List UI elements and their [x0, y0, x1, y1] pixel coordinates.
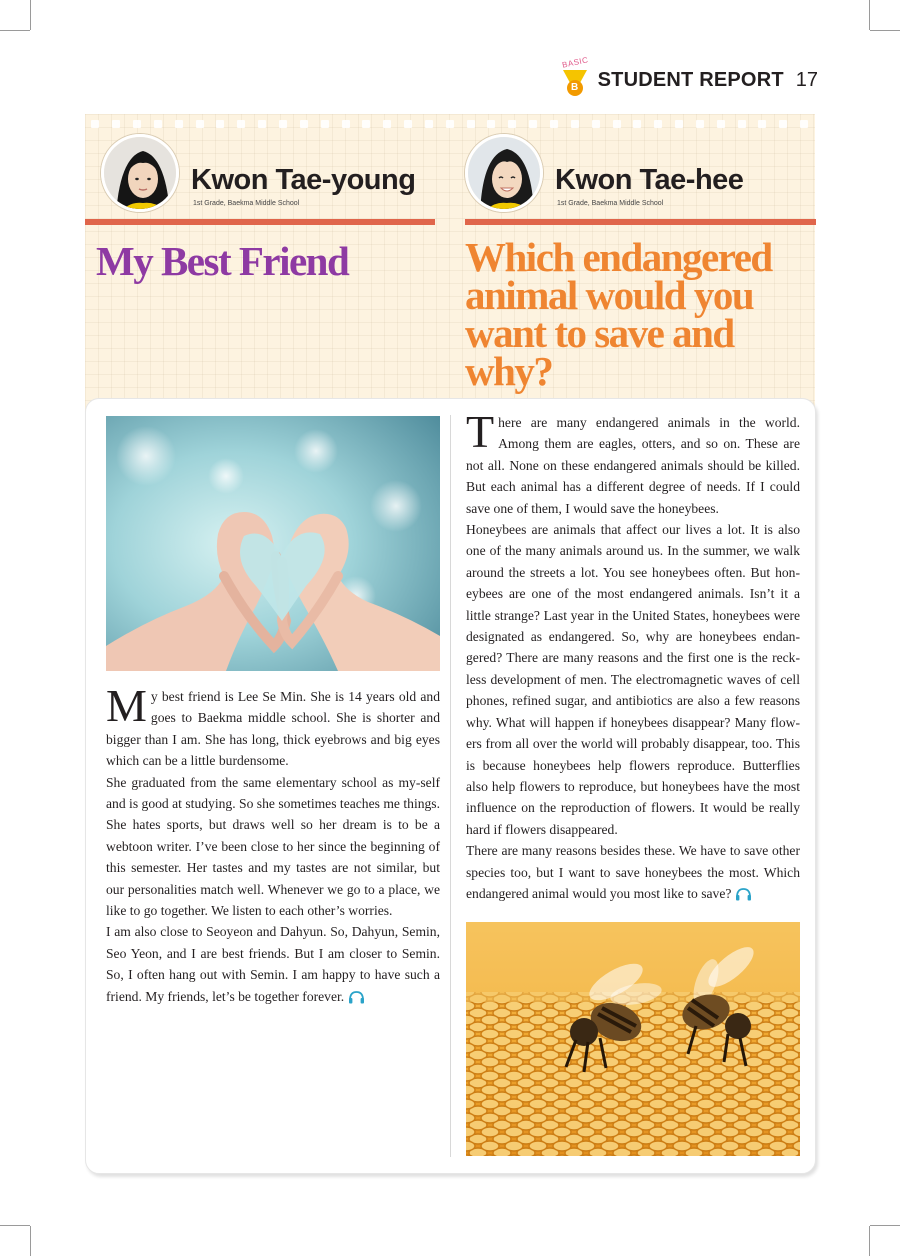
rule-right	[465, 219, 816, 225]
paragraph-text: y best friend is Lee Se Min. She is 14 years old and goes to Baekma middle school. She is shorter and bigger than I am. She has long, thick eyebrows and big eyes which can be a little burdensome.	[106, 689, 440, 769]
drop-cap: T	[466, 406, 495, 457]
author-photo-right	[465, 134, 543, 212]
author-grade-left: 1st Grade, Baekma Middle School	[193, 200, 300, 207]
section-title: STUDENT REPORT	[597, 68, 784, 91]
paragraph	[466, 406, 800, 519]
basic-v-badge-icon	[560, 55, 590, 102]
paragraph: She graduated from the same elementary school as my-self and is good at studying. So she sometimes teaches me things. She hates sports, but draws well so her dream is to be a webtoon writer. I’ve been close to her since the beginning of this semester. Her tastes and my tastes are not similar, but our personalities match well. Whenever we go to a place, we like to go together. We listen to each other’s worries.	[106, 774, 440, 919]
article-body-right	[466, 406, 800, 907]
crop-mark-top-right-h	[870, 30, 900, 31]
paragraph-text: I am also close to Seoyeon and Dahyun. So, Dahyun, Semin, Seo Yeon, and I are best friends. But I am closer to Semin. So, I often hang out with Semin. I am happy to have such a friend. My friends, let’s be together forever.	[106, 924, 440, 1004]
author-name-right: Kwon Tae-hee	[555, 164, 744, 196]
paragraph: Honeybees are animals that affect our lives a lot. It is also one of the many animals around us. In the summer, we walk around the streets a lot. You see honeybees often. But hon-eybees are one of the most endangered animals. Isn’t it a little strange? Last year in the United States, honeybees were designated as endangered. So, why are honeybees endan-gered? There are many reasons and the first one is the reck-less development of men. The electromagnetic waves of cell phones, refined sugar, and antibiotics are also a few reasons why. What will happen if honeybees disappear? Many flow-ers from all over the world will probably disappear, too. This is because honeybees help flowers reproduce. Butterflies also help flowers to reproduce, but honeybees have the most influence on the reproduction of flowers. It would be really hard if flowers disappeared.	[466, 522, 800, 837]
paragraph	[106, 921, 440, 1010]
honeybees-photo	[466, 922, 800, 1156]
paragraph-text: There are many reasons besides these. We have to save other species too, but I want to save honeybees the most. Which endangered animal would you most like to save?	[466, 843, 800, 901]
author-name-left: Kwon Tae-young	[191, 164, 416, 196]
badge-letter: B	[567, 80, 583, 96]
article-title-left: My Best Friend	[96, 238, 349, 284]
heart-hands-photo	[106, 416, 440, 671]
crop-mark-bottom-left-h	[0, 1225, 30, 1226]
perforation-strip	[85, 120, 815, 130]
crop-mark-top-right-v	[869, 0, 870, 30]
crop-mark-bottom-right-h	[870, 1225, 900, 1226]
paragraph	[106, 680, 440, 772]
article-title-right: Which endangered animal would you want to save and why?	[465, 234, 772, 394]
rule-left	[85, 219, 435, 225]
author-right	[465, 134, 805, 216]
crop-mark-bottom-right-v	[869, 1226, 870, 1256]
author-grade-right: 1st Grade, Baekma Middle School	[557, 200, 664, 207]
crop-mark-top-left-v	[30, 0, 31, 30]
author-photo-left	[101, 134, 179, 212]
headphones-icon	[348, 989, 365, 1010]
column-divider	[450, 415, 451, 1157]
page-number: 17	[795, 68, 818, 91]
article-body-left	[106, 680, 440, 1010]
crop-mark-top-left-h	[0, 30, 30, 31]
drop-cap: M	[106, 680, 147, 731]
paragraph	[466, 840, 800, 907]
author-left	[101, 134, 441, 216]
badge-label: BASIC	[560, 55, 589, 70]
crop-mark-bottom-left-v	[30, 1226, 31, 1256]
page-header	[560, 55, 818, 102]
paragraph-text: here are many endangered animals in the world. Among them are eagles, otters, and so on. These are not all. None on these endangered animals should be killed. But each animal has a different degree of needs. If I could save one of them, I would save the honeybees.	[466, 415, 800, 516]
headphones-icon	[735, 886, 752, 907]
